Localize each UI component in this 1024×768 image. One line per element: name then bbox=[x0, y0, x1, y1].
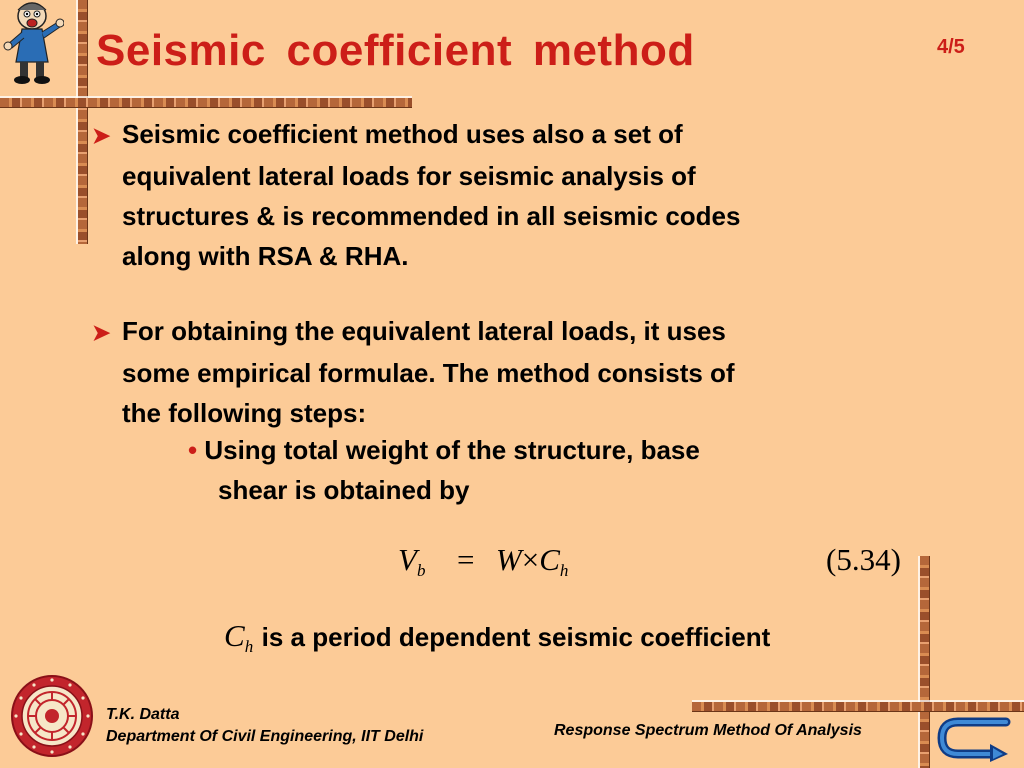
bullet-2-line-1: For obtaining the equivalent lateral loads, it uses bbox=[122, 316, 726, 346]
sub-bullet-line-1: Using total weight of the structure, base bbox=[204, 435, 700, 465]
coefficient-note bbox=[224, 618, 770, 657]
bullet-paragraph-1 bbox=[92, 114, 740, 276]
footer-author: T.K. Datta bbox=[106, 706, 180, 723]
bullet-1-line-3: structures & is recommended in all seismic codes bbox=[122, 201, 741, 231]
equation-number: (5.34) bbox=[826, 542, 901, 577]
sub-bullet-paragraph bbox=[188, 430, 700, 510]
decorative-bar-left-vertical bbox=[78, 0, 87, 244]
cartoon-mascot-icon bbox=[2, 0, 64, 86]
bullet-paragraph-2 bbox=[92, 311, 735, 433]
bullet-2-line-3: the following steps: bbox=[122, 398, 367, 428]
dot-bullet-icon: • bbox=[188, 435, 205, 465]
arrow-bullet-icon: ➤ bbox=[92, 123, 111, 148]
equation-weight: W bbox=[495, 542, 522, 577]
equation-lhs-subscript: b bbox=[416, 561, 426, 580]
return-arrow-icon[interactable] bbox=[936, 716, 1016, 762]
bullet-1-line-1: Seismic coefficient method uses also a set of bbox=[122, 119, 683, 149]
arrow-bullet-icon: ➤ bbox=[92, 320, 111, 345]
equation-equals: = bbox=[456, 542, 475, 577]
bullet-2-line-2: some empirical formulae. The method consists of bbox=[122, 358, 735, 388]
coefficient-symbol: C bbox=[224, 618, 245, 653]
equation bbox=[398, 542, 568, 581]
decorative-bar-bottom-horizontal bbox=[692, 702, 1024, 711]
equation-coefficient-subscript: h bbox=[559, 561, 569, 580]
slide-title: Seismic coefficient method bbox=[96, 26, 695, 75]
coefficient-symbol-subscript: h bbox=[244, 637, 254, 656]
equation-lhs: V bbox=[398, 542, 417, 577]
coefficient-note-text: is a period dependent seismic coefficient bbox=[261, 622, 771, 652]
equation-coefficient: C bbox=[539, 542, 560, 577]
bullet-1-line-2: equivalent lateral loads for seismic analysis of bbox=[122, 161, 696, 191]
footer-course-title: Response Spectrum Method Of Analysis bbox=[554, 722, 862, 739]
equation-times: × bbox=[521, 542, 540, 577]
decorative-bar-right-vertical bbox=[920, 556, 929, 768]
page-indicator: 4/5 bbox=[937, 36, 965, 58]
footer-department: Department Of Civil Engineering, IIT Delhi bbox=[106, 728, 424, 745]
decorative-bar-top-horizontal bbox=[0, 98, 412, 107]
iit-delhi-logo bbox=[10, 674, 94, 758]
bullet-1-line-4: along with RSA & RHA. bbox=[122, 241, 409, 271]
sub-bullet-line-2: shear is obtained by bbox=[218, 475, 470, 505]
